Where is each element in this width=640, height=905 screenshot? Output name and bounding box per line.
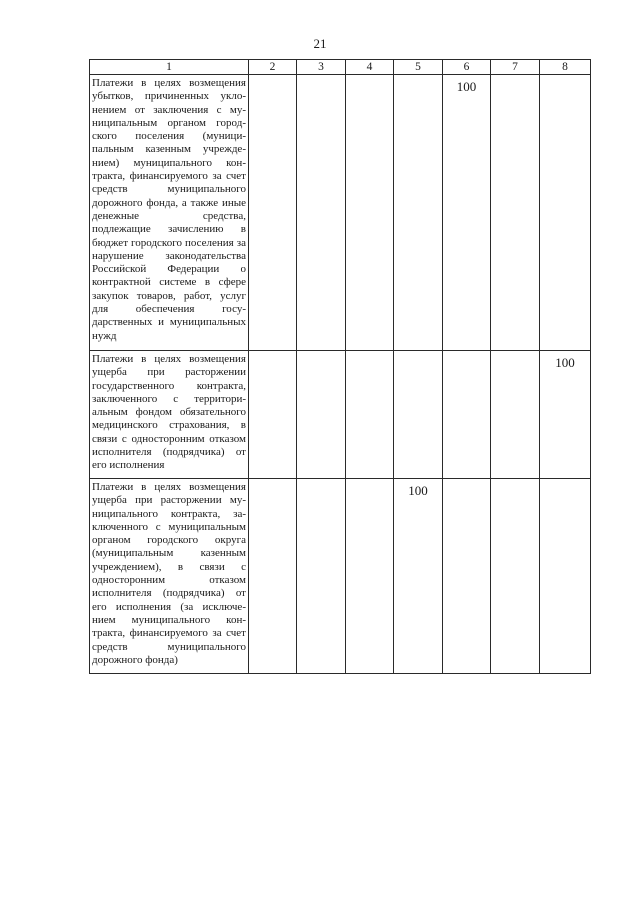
table-cell xyxy=(443,351,491,479)
budget-table xyxy=(89,59,591,674)
column-header-8: 8 xyxy=(540,60,591,75)
table-cell xyxy=(491,479,540,674)
table-cell xyxy=(540,479,591,674)
table-cell xyxy=(394,351,443,479)
row-description: Платежи в целях возмещения ущерба при расторжении государственного контракта, заключенного с территориальным фондом обязательного медицинского страхования, в связи с односторонним отказом исполнителя (подрядчика) от его исполнения xyxy=(90,351,249,479)
table-cell xyxy=(540,75,591,351)
table-cell xyxy=(346,351,394,479)
table-cell xyxy=(491,351,540,479)
table-cell xyxy=(249,479,297,674)
table-cell xyxy=(297,351,346,479)
table-cell xyxy=(249,351,297,479)
table-cell xyxy=(249,75,297,351)
table-row xyxy=(90,351,591,479)
table-cell xyxy=(346,75,394,351)
table-cell xyxy=(346,479,394,674)
page-number: 21 xyxy=(313,36,327,51)
table-cell xyxy=(443,479,491,674)
table-row xyxy=(90,479,591,674)
table-row xyxy=(90,75,591,351)
row-description: Платежи в целях возмещения убытков, причиненных уклонением от заключения с муниципальным органом городского поселения (муниципальным казенным учреждением) муниципального контракта, финансируемого за счет средств муниципального дорожного фонда, а также иные денежные средства, подлежащие зачислению в бюджет городского поселения за нарушение законодательства Российской Федерации о контрактной системе в сфере закупок товаров, работ, услуг для обеспечения государственных и муниципальных нужд xyxy=(90,75,249,351)
table-cell xyxy=(297,479,346,674)
column-header-4: 4 xyxy=(346,60,394,75)
column-header-7: 7 xyxy=(491,60,540,75)
table-cell: 100 xyxy=(443,75,491,351)
header-row xyxy=(90,60,591,75)
column-header-3: 3 xyxy=(297,60,346,75)
table-cell xyxy=(297,75,346,351)
column-header-1: 1 xyxy=(90,60,249,75)
table-cell: 100 xyxy=(540,351,591,479)
row-description: Платежи в целях возмещения ущерба при расторжении муниципального контракта, заключенного с муниципальным органом городского округа (муниципальным казенным учреждением), в связи с односторонним отказом исполнителя (подрядчика) от его исполнения (за исключением муниципального контракта, финансируемого за счет средств муниципального дорожного фонда) xyxy=(90,479,249,674)
table-cell xyxy=(491,75,540,351)
table-cell xyxy=(394,75,443,351)
column-header-6: 6 xyxy=(443,60,491,75)
column-header-5: 5 xyxy=(394,60,443,75)
table-cell: 100 xyxy=(394,479,443,674)
column-header-2: 2 xyxy=(249,60,297,75)
